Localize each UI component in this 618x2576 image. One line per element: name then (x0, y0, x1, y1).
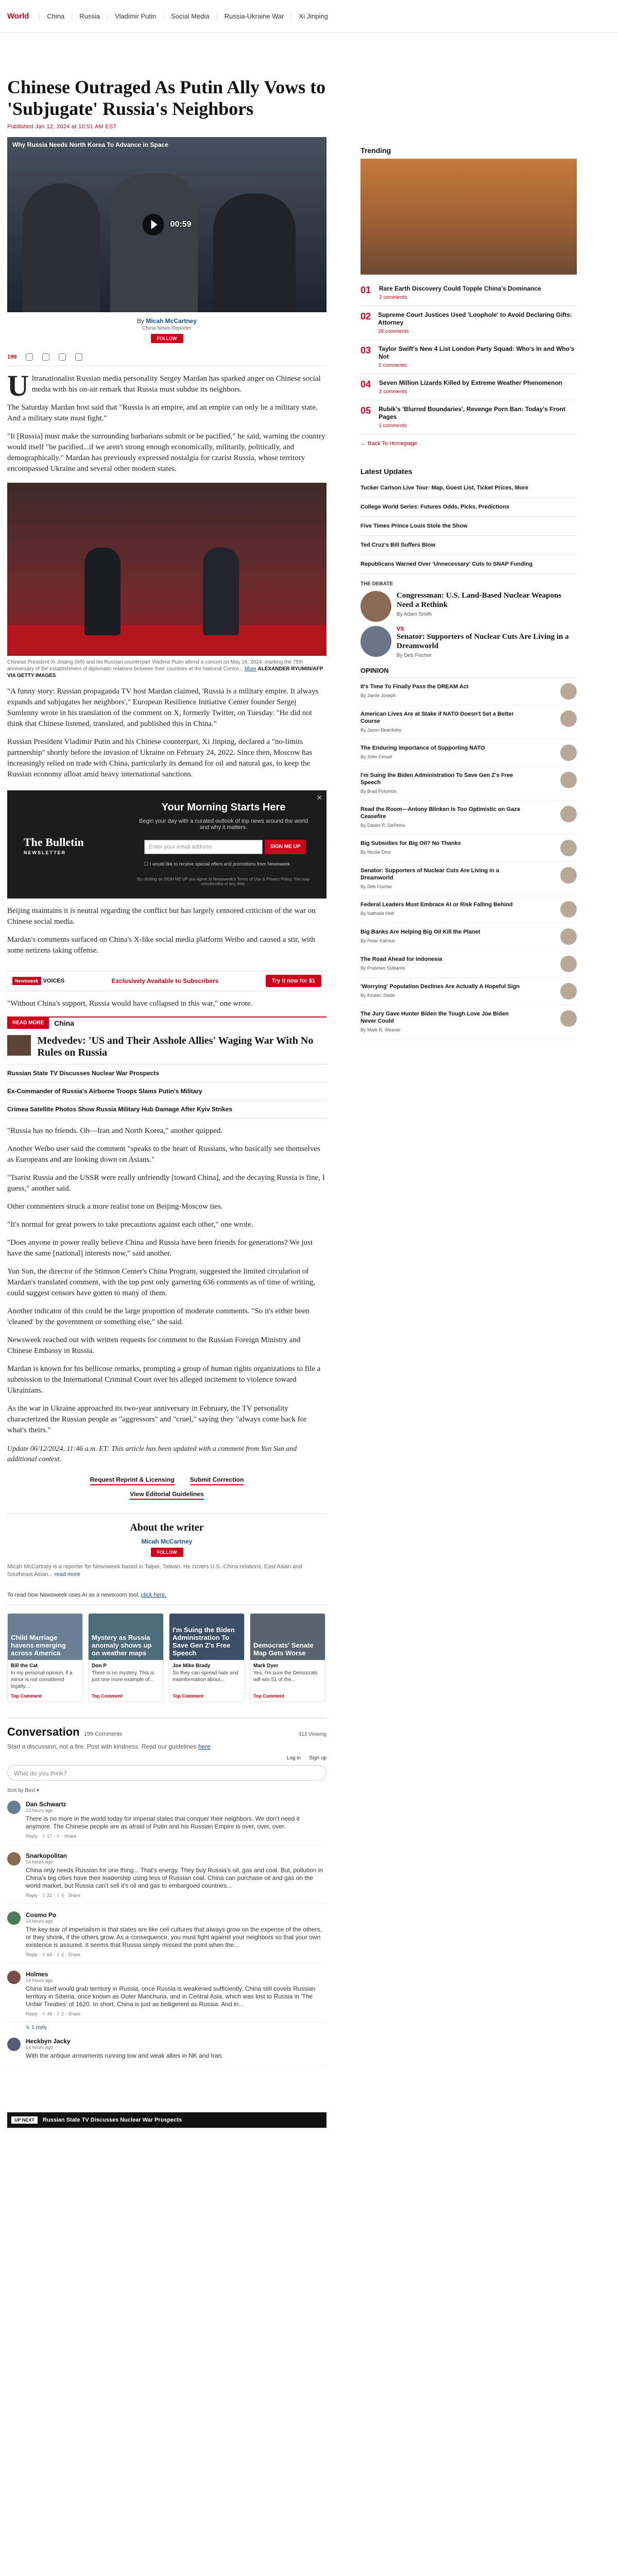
conversation-intro: Start a discussion, not a fire. Post with kindness. Read our guidelines here (7, 1743, 211, 1750)
opinion-title: OPINION (360, 667, 577, 678)
about-bio: Micah McCartney is a reporter for Newsweek based in Taipei, Taiwan. He covers U.S.-China relations, East Asian and Southeast Asian... read more (7, 1564, 302, 1578)
debate-title[interactable]: Congressman: U.S. Land-Based Nuclear Weapons Need a Rethink (397, 591, 562, 609)
comment (7, 1911, 327, 1963)
paragraph: Other commenters struck a more realist tone on Beijing-Moscow ties. (7, 1202, 223, 1211)
article-body-3 (7, 998, 327, 1009)
comment-list (7, 1801, 327, 2065)
trending-comments[interactable]: 0 comments (378, 363, 407, 368)
opinion-avatar (560, 928, 577, 945)
publish-date: Published Jan 12, 2024 at 10:51 AM EST (7, 124, 117, 130)
comment-actions[interactable]: Reply · ⇧ 48 · ⇩ 2 · Share (26, 2011, 81, 2016)
opinion-title[interactable]: The Jury Gave Hunter Biden the Tough Love Joe Biden Never Could By Mark R. Weaver (360, 1010, 525, 1033)
card-image[interactable]: Mystery as Russia anomaly shows up on weather maps (89, 1614, 163, 1660)
opinion-author: By Jamie Joseph (360, 693, 396, 698)
trending-rank: 02 (360, 311, 371, 321)
comment-body: With the antique armaments running low and weak allies in NK and Iran. (26, 2052, 224, 2059)
paragraph: Another indicator of this could be the large proportion of moderate comments. "So it's either been 'cleaned' by the government or something else," she said. (7, 1307, 310, 1326)
opinion-item[interactable] (360, 705, 577, 739)
play-icon[interactable] (143, 214, 164, 235)
opinion-title[interactable]: The Enduring Importance of Supporting NATO By John Fessel (360, 744, 525, 761)
newsletter-signup (7, 790, 327, 899)
comment-time: 14 hours ago (26, 1859, 53, 1865)
opinion-author: By Nathalie Holt (360, 911, 394, 916)
paragraph: As the war in Ukraine approached its two-year anniversary in February, the TV personality characterized the Russian people as "aggressors" and "cruel," saying they "always come back for what's theirs." (7, 1404, 307, 1434)
paragraph: Another Weibo user said the comment "speaks to the heart of Russians, who basically see themselves as Europeans and are looking down on Asians." (7, 1145, 320, 1164)
email-icon[interactable] (75, 353, 82, 361)
latest-item[interactable]: College World Series: Futures Odds, Picks, Predictions (360, 498, 577, 517)
opinion-item[interactable] (360, 862, 577, 896)
up-next-label: UP NEXT (11, 2116, 38, 2124)
nav-social-media[interactable]: Social Media (163, 12, 216, 20)
close-icon[interactable]: ✕ (316, 793, 322, 802)
opinion-item[interactable] (360, 951, 577, 978)
video-duration: 00:59 (170, 220, 192, 229)
read-more-topic[interactable]: China (54, 1019, 75, 1027)
opinion-avatar (560, 744, 577, 761)
trending-item[interactable] (360, 374, 577, 400)
card-text: So they can spread hate and misinformation about... (173, 1670, 238, 1683)
nav-russia-ukraine-war[interactable]: Russia-Ukraine War (217, 12, 291, 20)
comment-card[interactable] (250, 1613, 325, 1702)
opinion-author: By Brad Polumbo (360, 789, 397, 794)
photo-figure-left (84, 548, 121, 635)
latest-item[interactable]: Tucker Carlson Live Tour: Map, Guest List, Ticket Prices, More (360, 479, 577, 498)
sort-by-dropdown[interactable]: Sort by Best ▾ (7, 1788, 40, 1793)
article-body-2 (7, 906, 327, 956)
comment-card[interactable] (169, 1613, 245, 1702)
debate-avatar (360, 626, 391, 657)
play-control[interactable] (143, 214, 192, 235)
newsletter-title: Your Morning Starts Here (161, 802, 286, 813)
opinion-title[interactable]: Senator: Supporters of Nuclear Cuts Are Living in a Dreamworld By Deb Fischer (360, 867, 525, 890)
trending-item[interactable] (360, 400, 577, 434)
comment-body: China only needs Russian for one thing... That's energy. They buy Russia's oil, gas and coal. But, pollution in China's big cities have their leadership using less of Russian coal. China can purchase oil and gas on the world market, but Russia can't sell it's oil and gas to embargoed countries... (26, 1867, 323, 1889)
opinion-avatar (560, 867, 577, 884)
card-user: Don P (92, 1663, 107, 1669)
trending-text (378, 311, 577, 334)
opinion-item[interactable] (360, 801, 577, 835)
nav-china[interactable]: China (39, 12, 72, 20)
debate-item[interactable] (360, 626, 577, 658)
comment-avatar (7, 1801, 21, 1814)
article-main (7, 76, 327, 2065)
paragraph: "Does anyone in power really believe China and Russia have been friends for generations? We just have the same [national] interests now," said another. (7, 1239, 313, 1258)
newsletter-signup-button[interactable]: SIGN ME UP (265, 840, 306, 854)
paragraph: Russian President Vladimir Putin and his Chinese counterpart, Xi Jinping, declared a "no-limits partnership" shortly before the invasion of Ukraine on February 24, 2022. Since then, Moscow has increasingly relied on trade with China, particularly its demand for oil and natural gas, to keep the Russian economy afloat amid heavy international sanctions. (7, 738, 313, 778)
card-image[interactable]: Child Marriage havens emerging across America (8, 1614, 82, 1660)
newsletter-email-input[interactable]: Enter your email address (144, 840, 263, 854)
paragraph: Mardan's comments surfaced on China's X-like social media platform Weibo and caused a stir, with some netizens taking offense. (7, 936, 315, 955)
signup-link[interactable]: Sign up (309, 1755, 327, 1761)
opinion-author: By Kirsten Stade (360, 993, 396, 998)
share-bar (7, 353, 327, 366)
comment-actions[interactable]: Reply · ⇧ 17 · ⇩ · Share (26, 1834, 77, 1839)
linkedin-icon[interactable] (59, 353, 66, 361)
opinion-title[interactable]: Big Banks Are Helping Big Oil Kill the Planet By Peter Kalmus (360, 928, 525, 945)
red-carpet (7, 625, 327, 656)
nav-russia[interactable]: Russia (72, 12, 107, 20)
trending-comments[interactable]: 28 comments (378, 329, 409, 334)
caption-more-link[interactable]: More (244, 666, 256, 672)
card-user: Joe Mike Brady (173, 1663, 211, 1669)
comment-count-number: 199 (7, 354, 17, 360)
opinion-avatar (560, 840, 577, 856)
comment-content (26, 1971, 327, 2017)
card-image[interactable]: I'm Suing the Biden Administration To Save Gen Z's Free Speech (169, 1614, 244, 1660)
opinion-item[interactable] (360, 978, 577, 1005)
opinion-avatar (560, 710, 577, 727)
comment-content (26, 1801, 327, 1839)
top-nav (0, 0, 618, 33)
comment-replies-link[interactable]: ↳ 1 reply (26, 2025, 47, 2030)
about-author-name[interactable]: Micah McCartney (141, 1538, 193, 1545)
trending-title[interactable]: Seven Million Lizards Killed by Extreme Weather Phenomenon (379, 379, 562, 386)
paragraph: "Without China's support, Russia would have collapsed in this war," one wrote. (7, 999, 253, 1008)
opinion-author: By John Fessel (360, 754, 392, 759)
comment-content (26, 2038, 224, 2060)
card-text: There is no mystery. This is just one more example of... (92, 1670, 154, 1683)
about-writer (7, 1513, 327, 1579)
comment-actions[interactable]: Reply · ⇧ 32 · ⇩ 4 · Share (26, 1893, 81, 1898)
opinion-author: By Prabowo Subianto (360, 965, 405, 971)
voices-exclusive-text: Exclusively Available to Subscribers (111, 977, 219, 985)
comment-author[interactable]: Snarkopolitan (26, 1852, 67, 1859)
trending-text (379, 285, 541, 300)
comment-time: 14 hours ago (26, 1978, 53, 1983)
opinion-item[interactable] (360, 767, 577, 801)
comment-input[interactable]: What do you think? (7, 1765, 327, 1781)
opinion-item[interactable] (360, 1005, 577, 1039)
section-link-world[interactable]: World (7, 12, 29, 21)
card-text: In my personal opinion, if a minor is not considered legally... (11, 1670, 73, 1689)
comment-author[interactable]: Cosmo Po (26, 1911, 57, 1919)
read-more-box (7, 1016, 327, 1118)
read-more-thumbnail[interactable] (7, 1035, 31, 1056)
paragraph: The Saturday Mardan host said that "Russia is an empire, and an empire can only be a military state. And a military state must fight." (7, 403, 318, 422)
opinion-title[interactable]: 'Worrying' Population Declines Are Actually A Hopeful Sign By Kirsten Stade (360, 983, 525, 999)
read-more-item[interactable]: Ex-Commander of Russia's Airborne Troops Slams Putin's Military (7, 1082, 327, 1100)
hero-figure (110, 173, 198, 312)
paragraph: "A funny story: Russian propaganda TV host Mardan claimed, 'Russia is a military empire. It always expands and subjugates her neighbors'," European Resilience Initiative Center founder Sergej Sumlenny wrote in his translation of the comment on X, formerly Twitter, on Tuesday. "He did not think that Chinese listened, translated, and published this in China." (7, 687, 319, 728)
latest-updates (360, 467, 577, 574)
read-more-item[interactable]: Crimea Satellite Photos Show Russia Military Hub Damage After Kyiv Strikes (7, 1100, 327, 1118)
trending-image[interactable] (360, 159, 577, 275)
opinion-title[interactable]: Big Subsidies for Big Oil? No Thanks By Nicole Dino (360, 840, 525, 856)
paragraph: "Tsarist Russia and the USSR were really unfriendly [toward China], and the decaying Russia is fine, I guess," another said. (7, 1174, 325, 1193)
guidelines-link[interactable]: here (198, 1743, 211, 1750)
paragraph: "It [Russia] must make the surrounding barbarians submit or be pacified," he said, warning the country would itself "be pacified...if we aren't strong enough economically, militarily, politically, and demographically." Mardan has previously expressed nostalgia for czarist Russia, whose territory encompassed Ukraine and several other modern states. (7, 432, 325, 473)
card-footer[interactable]: Top Comment (11, 1693, 42, 1699)
trending-item[interactable] (360, 306, 577, 340)
opinion-item[interactable] (360, 678, 577, 705)
comment-cards (7, 1613, 327, 1702)
opinion-item[interactable] (360, 739, 577, 767)
card-footer[interactable]: Top Comment (173, 1693, 203, 1699)
comment-avatar (7, 1911, 21, 1925)
opinion-author: By Daniel R. DePetris (360, 823, 406, 828)
debate-title[interactable]: Senator: Supporters of Nuclear Cuts Are Living in a Dreamworld (397, 633, 569, 650)
comment-time: 14 hours ago (26, 1919, 53, 1924)
comment (7, 1971, 327, 2023)
opinion-item[interactable] (360, 896, 577, 923)
card-footer[interactable]: Top Comment (92, 1693, 123, 1699)
comment-avatar (7, 1852, 21, 1866)
paragraph: Ultranationalist Russian media personality Sergey Mardan has sparked anger on Chinese social media with his on-air remark that Russia must subdue its neighbors. (7, 369, 321, 402)
comment-author[interactable]: Heckbyn Jacky (26, 2038, 71, 2045)
opinion-author: By Mark R. Weaver (360, 1027, 401, 1032)
up-next-title[interactable]: Russian State TV Discusses Nuclear War Prospects (42, 2117, 182, 2123)
latest-title: Latest Updates (360, 467, 413, 476)
about-title: About the writer (7, 1513, 327, 1534)
opinion-author: By Deb Fischer (360, 884, 392, 889)
trending-rank: 01 (360, 285, 371, 295)
comment (7, 2038, 327, 2065)
submit-correction-link[interactable]: Submit Correction (190, 1476, 244, 1485)
conversation-viewing: 313 Viewing (298, 1732, 327, 1737)
video-title: Why Russia Needs North Korea To Advance in Space (12, 141, 168, 148)
about-read-more-link[interactable]: read more (54, 1571, 80, 1578)
trending-comments[interactable]: 1 comments (379, 423, 407, 429)
photo-credit: ALEXANDER RYUMIN/AFP VIA GETTY IMAGES (7, 666, 323, 679)
paragraph: Yun Sun, the director of the Stimson Center's China Program, suggested the limited circulation of Mardan's translated comment, with the top post only garnering 636 comments as of time of writing, could suggest censors have gotten to many of them. (7, 1267, 316, 1297)
comment-author[interactable]: Holmes (26, 1971, 48, 1978)
byline (7, 317, 327, 343)
photo-caption (7, 659, 327, 679)
latest-item[interactable]: Republicans Warned Over 'Unnecessary' Cuts to SNAP Funding (360, 555, 577, 574)
editorial-guidelines-link[interactable]: View Editorial Guidelines (130, 1490, 203, 1500)
comment (7, 1801, 327, 1845)
trending-rank: 04 (360, 379, 371, 389)
trending-section (360, 146, 577, 447)
opinion-title[interactable]: American Lives Are at Stake if NATO Doesn't Set a Better Course By Jason Beardsley (360, 710, 525, 734)
opinion-title[interactable]: It's Time To Finally Pass the DREAM Act By Jamie Joseph (360, 683, 525, 700)
trending-title[interactable]: Supreme Court Justices Used 'Loophole' to Avoid Declaring Gifts: Attorney (378, 311, 572, 326)
comment-content (26, 1911, 327, 1958)
comment-body: There is no more in the world today for imperial states that conquer their neighbors. We don't need it anymore. The Chinese people are as afraid of Putin and his Russian Empire is over, over, over. (26, 1815, 300, 1830)
read-more-tag: READ MORE (7, 1017, 49, 1029)
paragraph: Newsweek reached out with written requests for comment to the Russian Foreign Ministry and Chinese Embassy in Russia. (7, 1336, 301, 1355)
voices-try-button[interactable]: Try it now for $1 (266, 975, 321, 987)
debate-tag: THE DEBATE (360, 581, 393, 587)
read-more-featured-title[interactable]: Medvedev: 'US and Their Asshole Allies' Waging War With No Rules on Russia (37, 1035, 314, 1058)
comment-body: The key tear of imperialism is that states are like cell cultures that always grow on the expense of the others, or they shrink, if the others grow. As a consequence, you must fight against your neighbors so that your own existence is assured. It seems that Russia simply missed the point when the... (26, 1926, 322, 1948)
opinion-avatar (560, 772, 577, 788)
byline-prefix: By (136, 317, 144, 325)
opinion-item[interactable] (360, 835, 577, 862)
reprint-link[interactable]: Request Reprint & Licensing (90, 1476, 175, 1485)
back-to-homepage-link[interactable]: ← Back To Homepage (360, 440, 417, 447)
card-footer[interactable]: Top Comment (253, 1693, 284, 1699)
opinion-avatar (560, 956, 577, 972)
author-role: China News Reporter (142, 326, 192, 331)
comment-content (26, 1852, 327, 1899)
trending-list (360, 280, 577, 434)
conversation-section (7, 1718, 327, 2065)
voices-promo (7, 971, 327, 991)
trending-title[interactable]: Rare Earth Discovery Could Topple China's Dominance (379, 285, 541, 292)
video-player[interactable] (7, 137, 327, 312)
nav-xi-jinping[interactable]: Xi Jinping (291, 12, 335, 20)
article-photo (7, 483, 327, 656)
debate-section (360, 581, 577, 658)
login-link[interactable]: Log in (286, 1755, 301, 1761)
trending-comments[interactable]: 2 comments (379, 389, 407, 395)
trending-rank: 03 (360, 345, 371, 355)
comment-card[interactable] (7, 1613, 83, 1702)
trending-text (379, 345, 577, 368)
read-more-item[interactable]: Russian State TV Discusses Nuclear War Prospects (7, 1064, 327, 1082)
follow-author-button[interactable]: FOLLOW (151, 334, 183, 343)
latest-item[interactable]: Five Times Prince Louis Stole the Show (360, 517, 577, 536)
debate-avatar (360, 591, 391, 622)
newsletter-checkbox[interactable]: ☐ I would like to receive special offers and promotions from Newsweek (144, 861, 290, 867)
debate-author: By Adam Smith (397, 612, 432, 617)
comment-body: China itself would grab territory in Russia, once Russia is weakened sufficiently. China still covets Russian territory in Siberia, once known as Outer Manchuria, and in Central Asia, which was lost to Russia in 'The Unfair Treaties' of 1620. In short, China is just as belligerent as Russia. And in... (26, 1985, 316, 2008)
paragraph: Mardan is known for his bellicose remarks, prompting a group of human rights organizations to file a submission to the International Criminal Court over his alleged incitement to violence toward Ukrainians. (7, 1365, 321, 1395)
trending-rank: 05 (360, 405, 371, 416)
opinion-item[interactable] (360, 923, 577, 951)
opinion-title[interactable]: I'm Suing the Biden Administration To Save Gen Z's Free Speech By Brad Polumbo (360, 772, 525, 795)
photo-figure-right (203, 548, 239, 635)
sidebar (360, 146, 577, 1039)
opinion-author: By Peter Kalmus (360, 938, 396, 943)
trending-item[interactable] (360, 340, 577, 374)
comments-count[interactable] (7, 354, 16, 360)
comment-author[interactable]: Dan Schwartz (26, 1801, 66, 1808)
comment-time: 14 hours ago (26, 2045, 53, 2050)
trending-title: Trending (360, 146, 391, 155)
hero-figure (23, 183, 100, 312)
update-note: Update 06/12/2024, 11:46 a.m. ET: This article has been updated with a comment from Yun Sun and additional context. (7, 1445, 297, 1463)
opinion-avatar (560, 806, 577, 822)
paragraph: Beijing maintains it is neutral regarding the conflict but has largely censored criticism of the war on Chinese social media. (7, 907, 316, 926)
debate-vs: VS (397, 626, 404, 632)
trending-title[interactable]: Taylor Swift's New 4 List London Party Squad: Who's In and Who's Not (378, 345, 575, 360)
article-body-4 (7, 1126, 327, 1436)
opinion-author: By Nicole Dino (360, 850, 391, 855)
ai-disclosure: To read how Newsweek uses AI as a newsroom tool, click here. (7, 1592, 327, 1605)
trending-title[interactable]: Rubik's 'Blurred Boundaries', Revenge Porn Ban: Today's Front Pages (379, 405, 565, 420)
opinion-avatar (560, 1010, 577, 1027)
trending-comments[interactable]: 2 comments (379, 295, 407, 300)
article-actions (7, 1476, 327, 1485)
latest-item[interactable]: Ted Cruz's Bill Suffers Blow (360, 536, 577, 555)
paragraph: "Russia has no friends. Oh—Iran and North Korea," another quipped. (7, 1127, 222, 1135)
debate-item[interactable] (360, 591, 577, 622)
article-body (7, 369, 327, 780)
voices-logo: Newsweek VOICES (12, 978, 64, 984)
comment-time: 13 hours ago (26, 1808, 53, 1813)
newsletter-subtitle: Begin your day with a curated outlook of top news around the world and why it matters. (139, 818, 308, 831)
conversation-count: 199 Comments (83, 1731, 123, 1737)
card-user: Mark Dyer (253, 1663, 279, 1669)
opinion-avatar (560, 983, 577, 999)
x-icon[interactable] (42, 353, 49, 361)
caption-text: Chinese President Xi Jinping (left) and his Russian counterpart Vladimir Putin attend a concert on May 16, 2024, marking the 75th anniversary of the establishment of diplomatic relations between their countries at the National Centre... (7, 659, 303, 672)
opinion-author: By Jason Beardsley (360, 727, 402, 733)
about-follow-button[interactable]: FOLLOW (151, 1548, 183, 1557)
comment-avatar (7, 1971, 21, 1984)
card-image[interactable]: Democrats' Senate Map Gets Worse (250, 1614, 325, 1660)
up-next-bar[interactable] (7, 2112, 327, 2128)
paragraph: "It's normal for great powers to take precautions against each other," one wrote. (7, 1221, 253, 1229)
opinion-title[interactable]: The Road Ahead for Indonesia By Prabowo Subianto (360, 956, 525, 972)
facebook-icon[interactable] (26, 353, 33, 361)
card-user: Bill the Cat (11, 1663, 38, 1669)
ai-disclosure-link[interactable]: click here. (141, 1592, 167, 1598)
read-more-featured[interactable] (7, 1035, 327, 1064)
opinion-section (360, 667, 577, 1039)
comment (7, 1852, 327, 1904)
comment-avatar (7, 2038, 21, 2051)
card-text: Yes, I'm sure the Democrats will win 51 of the... (253, 1670, 318, 1683)
opinion-avatar (560, 901, 577, 918)
newsletter-fineprint: By clicking on SIGN ME UP you agree to Newsweek's Terms of Use & Privacy Policy. You may unsubscribe at any time. (137, 877, 310, 886)
headline: Chinese Outraged As Putin Ally Vows to 'Subjugate' Russia's Neighbors (7, 77, 326, 119)
conversation-title: Conversation (7, 1725, 80, 1738)
debate-author: By Deb Fischer (397, 653, 432, 658)
trending-text (379, 405, 577, 429)
trending-item[interactable] (360, 280, 577, 306)
comment-actions[interactable]: Reply · ⇧ 64 · ⇩ 2 · Share (26, 1952, 81, 1957)
hero-figure (213, 194, 296, 312)
opinion-title[interactable]: Federal Leaders Must Embrace AI or Risk Falling Behind By Nathalie Holt (360, 901, 525, 918)
opinion-avatar (560, 683, 577, 700)
comment-card[interactable] (88, 1613, 164, 1702)
newsletter-logo: The Bulletin NEWSLETTER (24, 836, 84, 855)
opinion-title[interactable]: Read the Room—Antony Blinken Is Too Optimistic on Gaza Ceasefire By Daniel R. DePetris (360, 806, 525, 829)
nav-vladimir-putin[interactable]: Vladimir Putin (107, 12, 163, 20)
author-link[interactable]: Micah McCartney (146, 317, 197, 325)
trending-text (379, 379, 562, 395)
